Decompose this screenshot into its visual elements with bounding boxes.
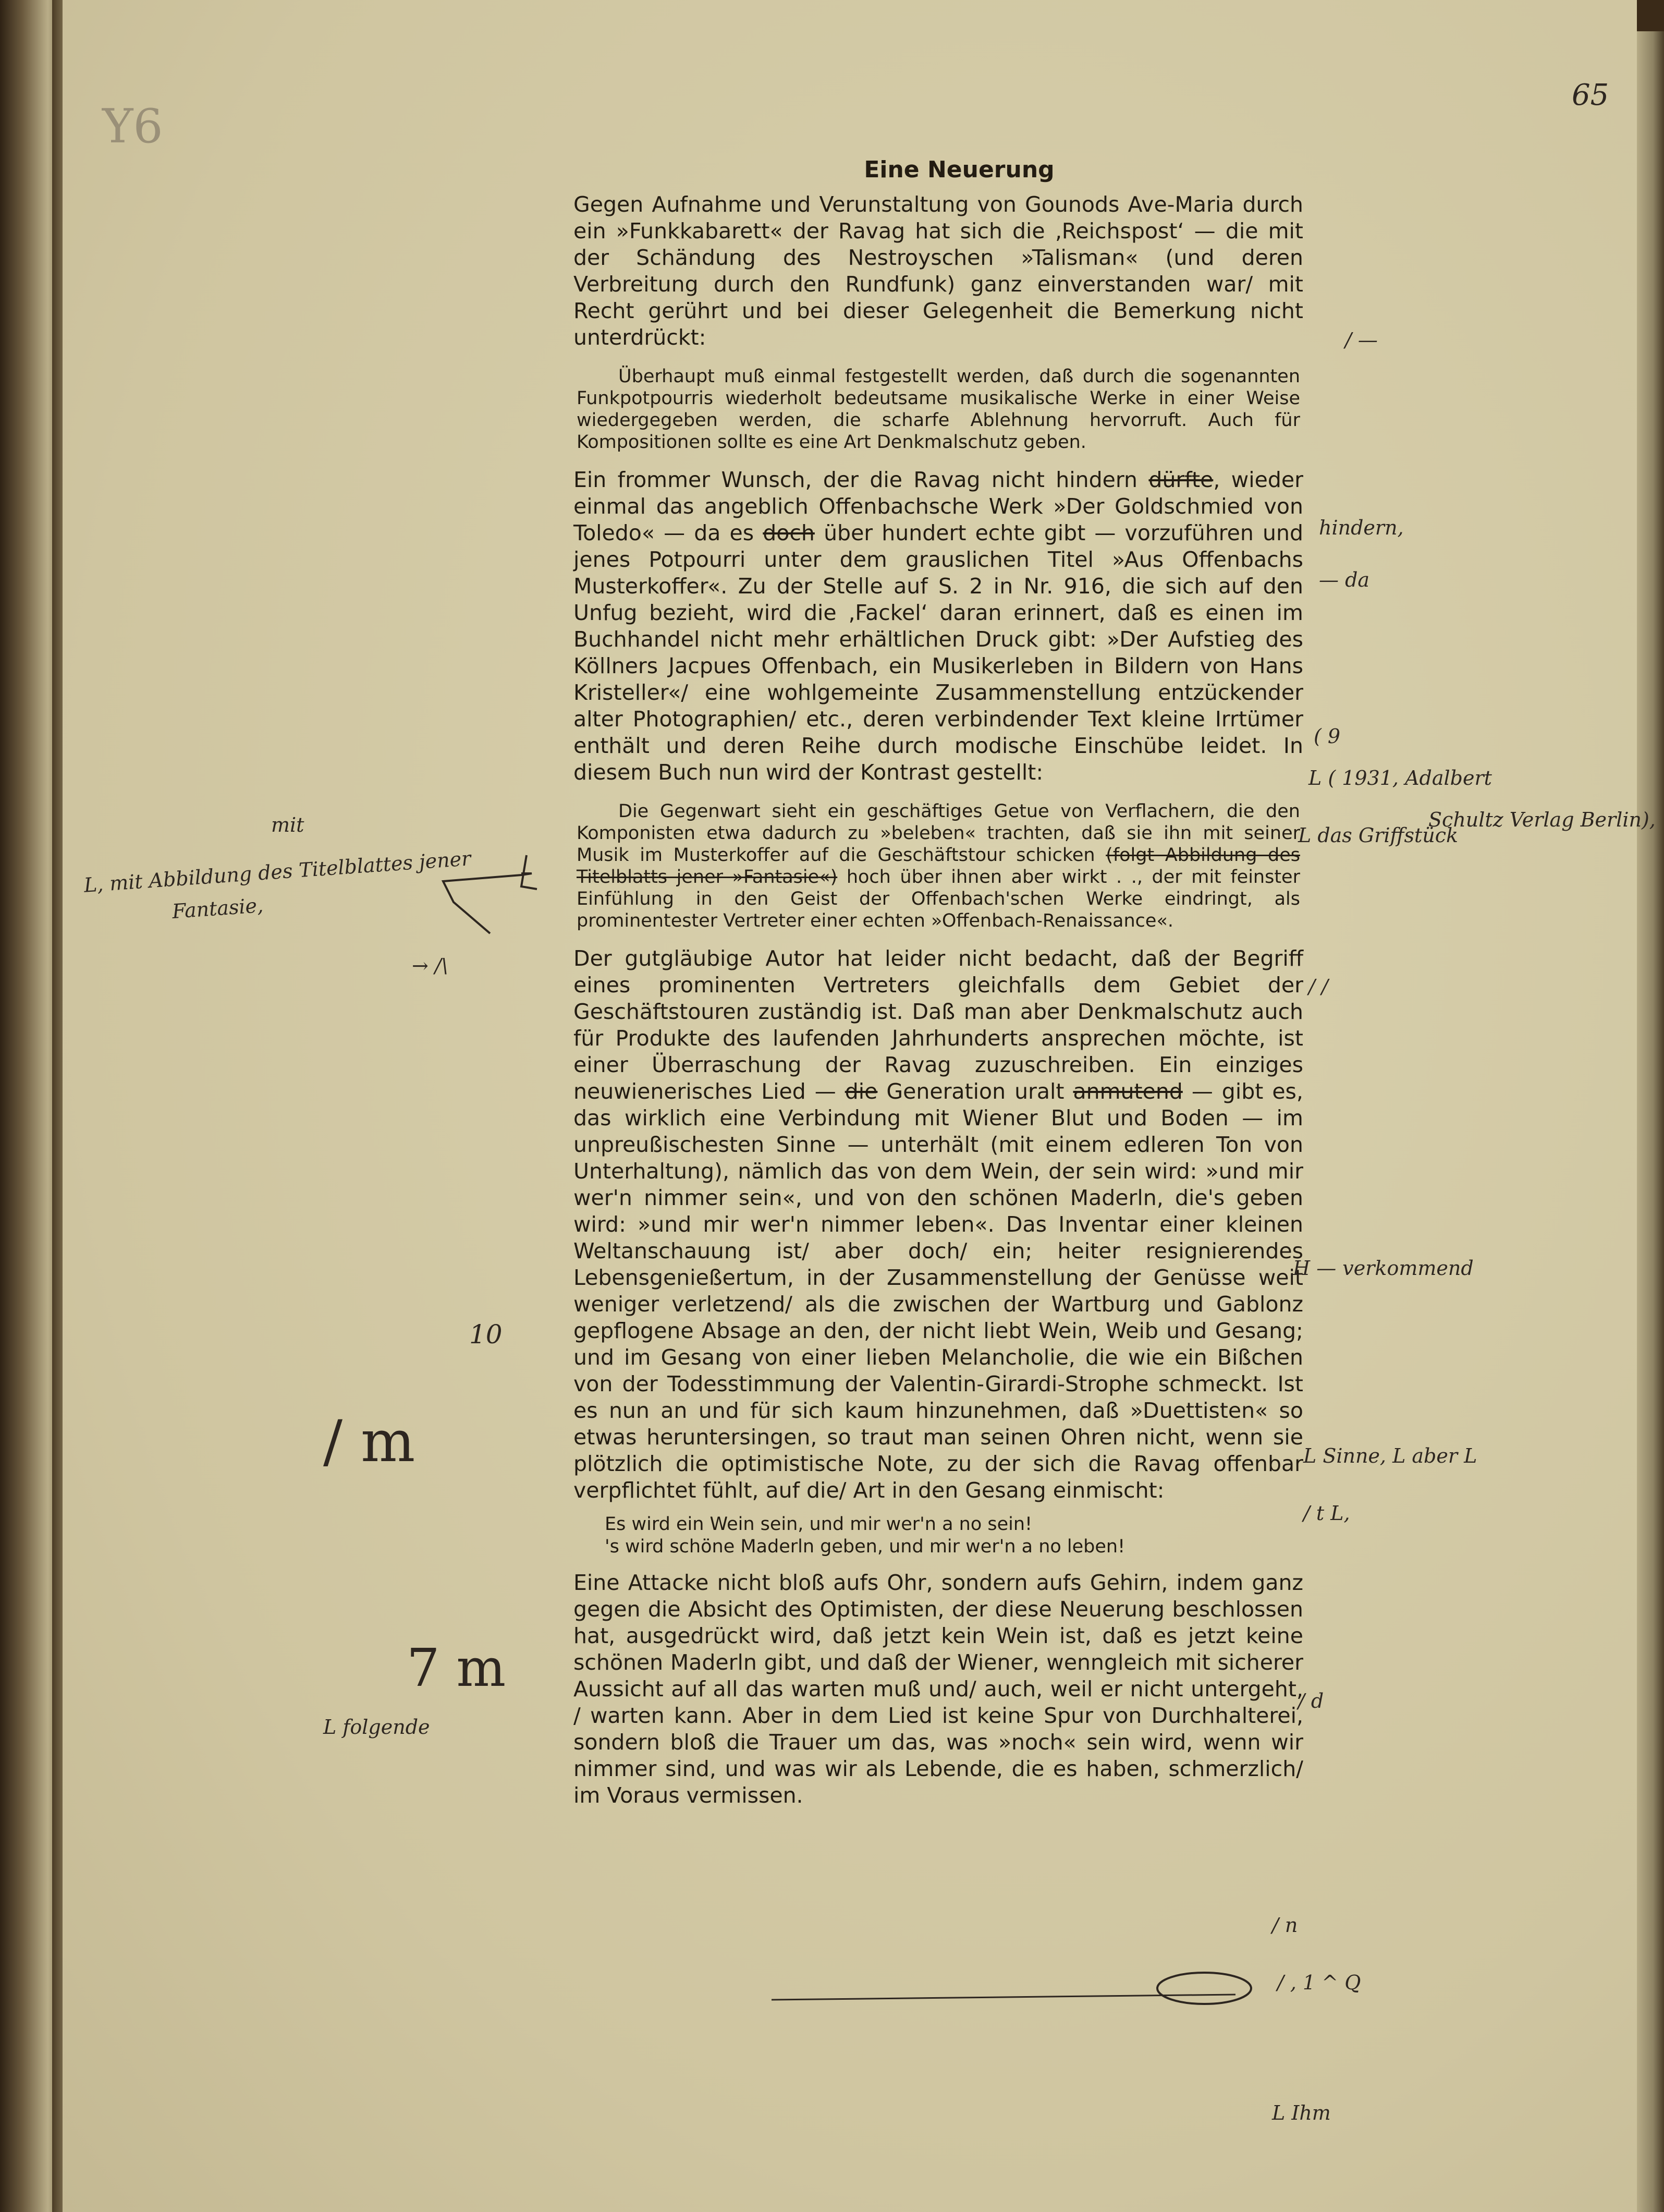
paragraph-3-part-a: Der gutgläubige Autor hat leider nicht bedacht, daß der Begriff eines prominenten Vertreters gleichfalls dem Gebiet der Geschäftstouren zuständig ist. Daß man aber Denkmalschutz auch für Produkte des laufenden Jahrhunderts ansprechen möchte, ist einer Überraschung der Ravag zuzuschreiben. Ein einziges neuwienerisches Lied — [573,946,1303,1104]
margin-note-r3: — da [1319,568,1370,591]
paragraph-3-part-c: — gibt es, das wirklich eine Verbindung mit Wiener Blut und Boden — im unpreußischesten Sinne — unterhält (mit einem edleren Ton von Unterhaltung), nämlich das von dem Wein, der sein wird: »und mir wer'n nimmer sein«, und von den schönen Maderln, die's geben wird: »und mir wer'n nimmer leben«. Das Inventar einer kleinen Weltanschauung ist/ aber doch/ ein; heiter resignierendes Lebensgenießertum, in der Zusammenstellung der Genüsse weit weniger verletzend/ als die zwischen der Wartburg und Gablonz gepflogene Absage an den, der nicht liebt Wein, Weib und Gesang; und im Gesang von einer lieben Melancholie, die wie ein Bißchen von der Todesstimmung der Valentin-Girardi-Strophe schmeckt. Ist es nun an und für sich kaum hinzunehmen, daß »Duettisten« so etwas heruntersingen, so traut man seinen Ohren nicht, wenn sie plötzlich die optimistische Note, zu der sich die Ravag offenbar verpflichtet fühlt, auf die/ Art in den Gesang einmischt: [573,1079,1303,1503]
margin-note-r4: ( 9 [1314,725,1341,748]
struck-word-anmutend: anmutend [1073,1079,1183,1104]
paragraph-1: Gegen Aufnahme und Verunstaltung von Gounods Ave-Maria durch ein »Funkkabarett« der Ravag hat sich die ‚Reichspost‘ — die mit der Schändung des Nestroyschen »Talisman« (und deren Verbreitung durch den Rundfunk) ganz einverstanden war/ mit Recht gerührt und bei dieser Gelegenheit die Bemerkung nicht unterdrückt: [573,192,1303,350]
margin-note-l2: Fantasie, [171,893,264,923]
margin-note-l1-superscript: mit [271,813,304,836]
circled-correction [1157,1973,1251,2004]
verse-line-1: Es wird ein Wein sein, und mir wer'n a no sein! [605,1514,1033,1535]
struck-word-duerfte: dürfte [1148,467,1214,492]
quotation-2-part-b: hoch über ihnen aber wirkt . ., der mit feinster Einfühlung in den Geist der Offenbach'schen Werke eindringt, als prominentester Vertreter einer echten »Offenbach-Renaissance«. [577,867,1300,931]
margin-note-r15: L Ihm [1272,2101,1331,2124]
caret-stroke-left-1 [443,873,532,933]
page-title: Eine Neuerung [864,156,1055,183]
margin-note-l7: L folgende [323,1716,430,1739]
quotation-1-text: Überhaupt muß einmal festgestellt werden, daß durch die sogenannten Funkpotpourris wiederholt bedeutsame musikalische Werke in einer Weise wiedergegeben werden, die scharfe Ablehnung hervorruft. Auch für Kompositionen sollte es eine Art Denkmalschutz geben. [577,366,1300,453]
struck-word-doch: doch [763,520,815,545]
margin-note-l5: / m [323,1408,415,1475]
verse-line-2: 's wird schöne Maderln geben, und mir wer'n a no leben! [605,1536,1125,1557]
margin-note-r5: L ( 1931, Adalbert [1308,767,1492,789]
folio-pencil: Y6 [102,99,163,154]
margin-note-r12: / d [1298,1690,1324,1712]
margin-note-l1: L, mit Abbildung des Titelblattes jener [83,847,472,897]
paragraph-2-part-c: über hundert echte gibt — vorzuführen und jenes Potpourri unter dem grauslichen Titel »Aus Offenbachs Musterkoffer«. Zu der Stelle auf S. 2 in Nr. 916, die sich auf den Unfug bezieht, wird die ‚Fackel‘ daran erinnert, daß es einen im Buchhandel nicht mehr erhältlichen Druck gibt: »Der Aufstieg des Köllners Jacpues Offenbach, ein Musikerleben in Bildern von Hans Kristeller«/ eine wohlgemeinte Zusammenstellung entzückender alter Photographien/ etc., deren verbindender Text kleine Irrtümer enthält und deren Reihe durch modische Einschübe leidet. In diesem Buch nun wird der Kontrast gestellt: [573,520,1303,785]
struck-word-die: die [845,1079,878,1104]
margin-note-r10: L Sinne, L aber L [1303,1444,1477,1467]
paragraph-3-part-b: Generation uralt [886,1079,1065,1104]
margin-note-l4: 10 [469,1319,503,1350]
caret-stroke-left-2 [521,855,537,889]
margin-note-r14: / , 1 ^ Q [1277,1971,1361,1994]
margin-note-r11: / t L, [1303,1502,1350,1525]
struck-note-abbildung: (folgt Abbildung des Titelblatts jener »Fantasie«) [577,845,1300,888]
margin-note-r6: Schultz Verlag Berlin), [1428,808,1656,831]
margin-note-r2: hindern, [1319,516,1404,539]
margin-note-l3: → /\ [412,954,448,977]
margin-note-r9: H — verkommend [1293,1257,1474,1280]
paragraph-4: Eine Attacke nicht bloß aufs Ohr, sondern aufs Gehirn, indem ganz gegen die Absicht des Optimisten, der diese Neuerung beschlossen hat, ausgedrückt wird, daß jetzt kein Wein ist, daß es jetzt keine schönen Maderln gibt, und daß der Wiener, wenngleich mit sicherer Aussicht auf all das warten muß und/ auch, weil er nicht untergeht, / warten kann. Aber in dem Lied ist keine Spur von Durchhalterei, sondern bloß die Trauer um das, was »noch« sein wird, wenn wir nimmer sind, und was wir als Lebende, die es haben, schmerzlich/ im Voraus vermissen. [573,1570,1303,1808]
margin-note-l6: 7 m [407,1637,506,1698]
page-number: 65 [1572,78,1609,112]
margin-note-r1: / — [1345,329,1378,351]
quotation-2-part-a: Die Gegenwart sieht ein geschäftiges Getue von Verflachern, die den Komponisten etwa dadurch zu »beleben« trachten, daß sie ihn mit seiner Musik im Musterkoffer auf die Geschäftstour schicken [577,801,1300,866]
margin-note-r13: / n [1272,1914,1298,1937]
margin-note-r8: / / [1308,975,1328,998]
paragraph-2-part-b: , wieder einmal das angeblich Offenbachsche Werk »Der Goldschmied von Toledo« — da es [573,467,1303,545]
paragraph-2-part-a: Ein frommer Wunsch, der die Ravag nicht hindern [573,467,1138,492]
margin-note-r7: L das Griffstück [1298,824,1459,847]
